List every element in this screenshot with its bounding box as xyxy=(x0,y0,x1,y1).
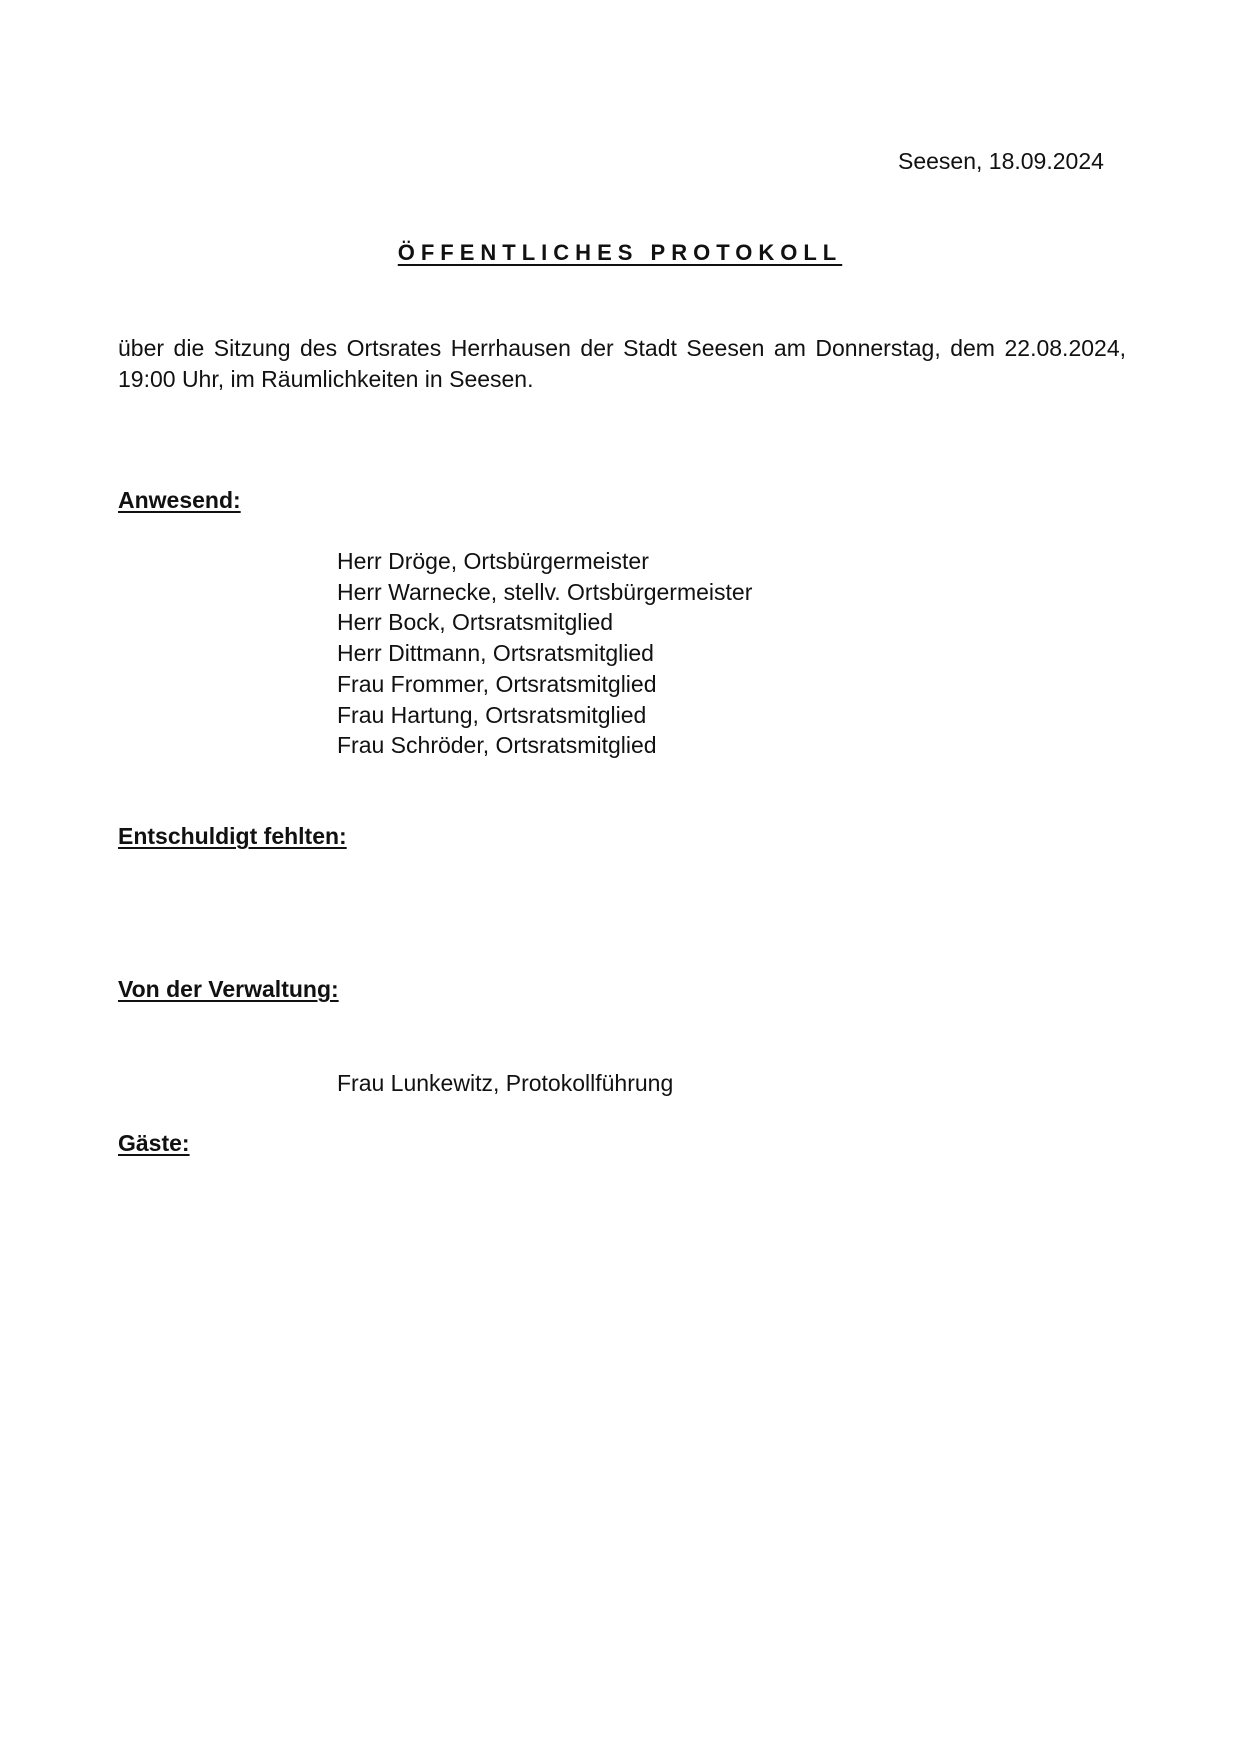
document-title-wrapper xyxy=(0,240,1240,266)
administration-heading: Von der Verwaltung: xyxy=(118,976,339,1002)
excused-heading: Entschuldigt fehlten: xyxy=(118,823,347,849)
present-member: Herr Dröge, Ortsbürgermeister xyxy=(337,548,649,574)
present-heading: Anwesend: xyxy=(118,487,241,513)
present-member: Herr Dittmann, Ortsratsmitglied xyxy=(337,640,654,667)
intro-paragraph: über die Sitzung des Ortsrates Herrhausen der Stadt Seesen am Donnerstag, dem 22.08.2024, 19:00 Uhr, im Räumlichkeiten in Seesen. xyxy=(118,335,1126,392)
present-member: Herr Warnecke, stellv. Ortsbürgermeister xyxy=(337,578,753,605)
guests-heading: Gäste: xyxy=(118,1130,190,1156)
administration-members-list xyxy=(337,1068,673,1099)
date-line: Seesen, 18.09.2024 xyxy=(898,148,1104,174)
present-member: Frau Schröder, Ortsratsmitglied xyxy=(337,732,657,759)
present-members-list xyxy=(337,546,752,761)
administration-member: Frau Lunkewitz, Protokollführung xyxy=(337,1070,674,1096)
present-member: Frau Hartung, Ortsratsmitglied xyxy=(337,701,647,728)
document-title: ÖFFENTLICHES PROTOKOLL xyxy=(397,240,843,265)
present-member: Frau Frommer, Ortsratsmitglied xyxy=(337,670,657,697)
present-member: Herr Bock, Ortsratsmitglied xyxy=(337,609,614,636)
